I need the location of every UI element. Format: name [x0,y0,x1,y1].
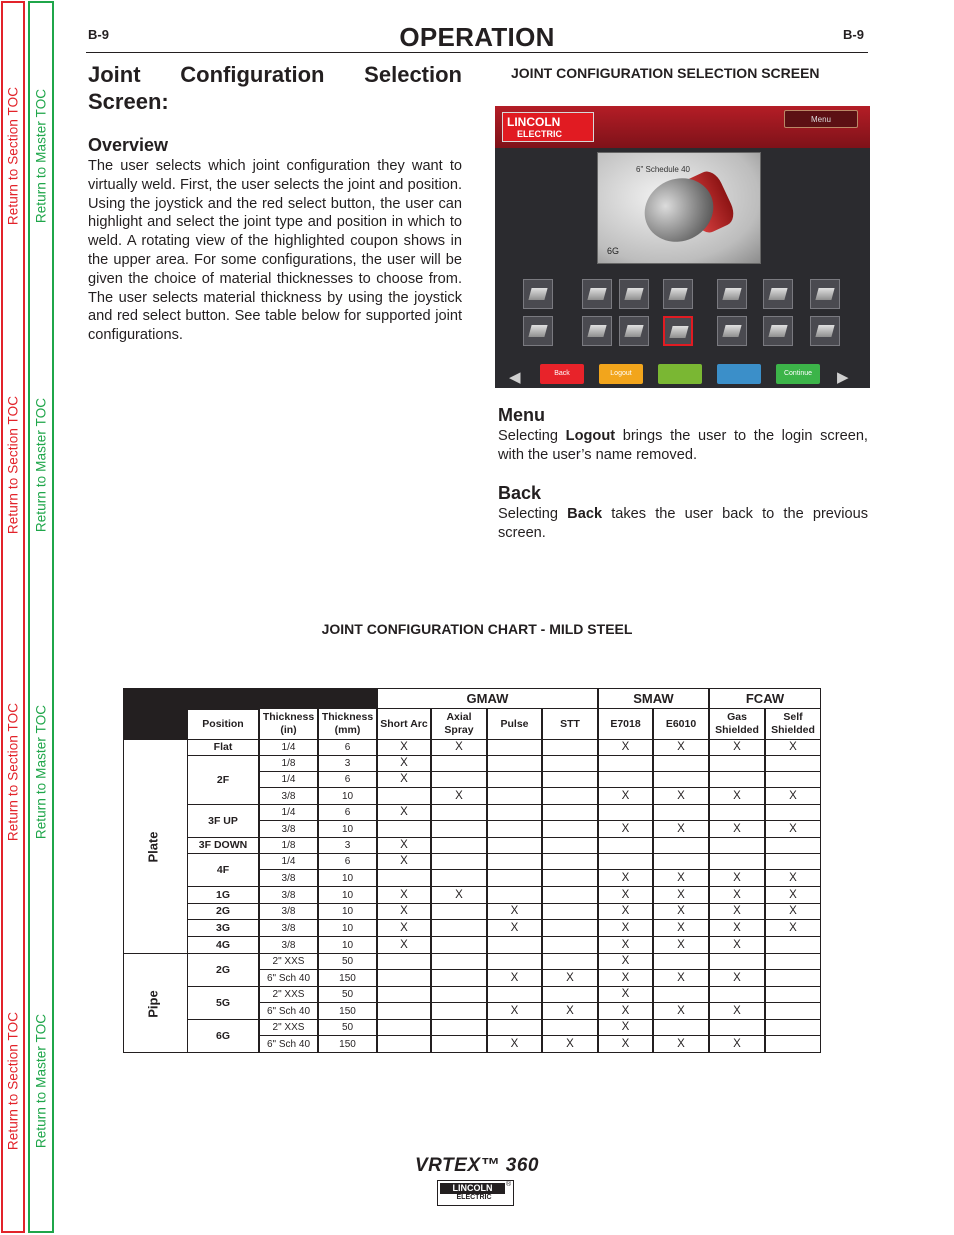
overview-heading: Overview [88,135,169,155]
process-mark [431,920,487,937]
process-mark: X [653,887,709,904]
process-mark [487,740,542,756]
process-mark [542,937,598,954]
group-header: FCAW [709,688,821,709]
coupon-preview [597,152,761,264]
process-mark [709,805,765,821]
process-mark: X [487,904,542,920]
back-text-pre: Selecting [498,506,568,522]
process-mark: X [377,740,431,756]
position-label: 3G [187,920,259,937]
screen-color-button[interactable] [658,364,702,384]
joint-thumbnail[interactable] [663,279,693,309]
section-toc-link[interactable]: Return to Section TOC [5,395,21,535]
process-mark: X [598,870,653,887]
screen-color-button[interactable]: Continue [776,364,820,384]
process-mark: X [653,937,709,954]
column-header: E7018 [598,709,653,740]
process-mark: X [653,970,709,987]
lincoln-logo [502,112,594,142]
process-mark: X [377,772,431,788]
process-mark: X [598,970,653,987]
thickness-in: 6" Sch 40 [259,1036,318,1053]
process-mark [431,1036,487,1053]
thickness-mm: 10 [318,920,377,937]
process-mark: X [709,904,765,920]
column-header: Self Shielded [765,709,821,740]
joint-thumbnail[interactable] [582,279,612,309]
position-label: 1G [187,887,259,904]
thickness-mm: 50 [318,987,377,1003]
process-mark: X [765,870,821,887]
master-toc-link[interactable]: Return to Master TOC [33,1013,49,1149]
column-header: Axial Spray [431,709,487,740]
position-label: 2F [187,756,259,805]
process-mark: X [765,904,821,920]
process-mark [431,904,487,920]
right-arrow-icon[interactable]: ▶ [837,369,849,386]
joint-thumbnail[interactable] [619,316,649,346]
menu-heading: Menu [498,405,545,425]
screen-color-button[interactable]: Back [540,364,584,384]
process-mark [542,854,598,870]
process-mark [598,805,653,821]
thickness-in: 1/4 [259,854,318,870]
process-mark: X [377,887,431,904]
process-mark: X [598,821,653,838]
process-mark [377,987,431,1003]
process-mark: X [431,740,487,756]
process-mark: X [598,987,653,1003]
master-toc-link[interactable]: Return to Master TOC [33,704,49,840]
overview-text: The user selects which joint configuration they want to virtually weld. First, the user selects the joint and position. Using the joystick and the red select button, the user can highlight and select the joint type and position in which to weld. A rotating view of the highlighted coupon shows in the upper area. For some configurations, the user will be given the choice of material thicknesses to choose from. The user selects material thickness by using the joystick and red select button. See table below for supported joint configurations. [88,158,462,344]
process-mark [653,987,709,1003]
process-mark: X [709,740,765,756]
coupon-preview-label: 6" Schedule 40 [636,165,690,174]
process-mark [431,838,487,854]
header-divider [86,52,868,53]
process-mark [542,788,598,805]
process-mark: X [377,838,431,854]
process-mark: X [653,788,709,805]
process-mark [431,772,487,788]
process-mark [431,1003,487,1020]
process-mark [598,772,653,788]
process-mark [765,756,821,772]
menu-text-post: brings the user to the login screen, with the user’s name removed. [498,428,868,463]
process-mark [487,954,542,970]
position-label: Flat [187,740,259,756]
process-mark [487,937,542,954]
thickness-in: 6" Sch 40 [259,970,318,987]
joint-thumbnail[interactable] [763,316,793,346]
process-mark [487,854,542,870]
process-mark: X [431,887,487,904]
process-mark [765,1036,821,1053]
process-mark: X [377,854,431,870]
process-mark [542,805,598,821]
process-mark [542,756,598,772]
process-mark: X [487,1003,542,1020]
page-title: OPERATION [399,22,555,52]
category-divider [123,953,187,954]
thickness-mm: 10 [318,887,377,904]
process-mark: X [765,740,821,756]
process-mark [487,772,542,788]
process-mark [487,987,542,1003]
master-toc-link[interactable]: Return to Master TOC [33,88,49,224]
joint-configuration-table [123,688,821,1054]
thickness-mm: 6 [318,854,377,870]
process-mark: X [653,1003,709,1020]
joint-thumbnail[interactable] [810,279,840,309]
process-mark: X [598,904,653,920]
process-mark [653,772,709,788]
thickness-in: 1/4 [259,805,318,821]
process-mark: X [765,788,821,805]
process-mark [487,838,542,854]
position-label: 3F UP [187,805,259,838]
process-mark: X [653,1036,709,1053]
process-mark [709,987,765,1003]
process-mark: X [653,740,709,756]
process-mark [542,954,598,970]
thickness-in: 1/8 [259,838,318,854]
process-mark [377,788,431,805]
process-mark [598,838,653,854]
process-mark: X [377,805,431,821]
screen-menu-button[interactable]: Menu [784,110,858,128]
process-mark [431,756,487,772]
chart-title: JOINT CONFIGURATION CHART - MILD STEEL [321,621,633,637]
column-header: Pulse [487,709,542,740]
position-label: 5G [187,987,259,1020]
process-mark [431,987,487,1003]
process-mark: X [487,920,542,937]
table-header-blank [123,709,187,740]
process-mark [487,887,542,904]
process-mark: X [709,937,765,954]
back-text-post: takes the user back to the previous screen. [498,506,868,541]
thickness-in: 3/8 [259,887,318,904]
thickness-mm: 50 [318,954,377,970]
process-mark: X [653,904,709,920]
left-arrow-icon[interactable]: ◀ [509,369,521,386]
thickness-mm: 150 [318,1036,377,1053]
thickness-in: 3/8 [259,904,318,920]
process-mark [487,805,542,821]
column-header: Thickness (mm) [318,709,377,740]
thickness-in: 6" Sch 40 [259,1003,318,1020]
thickness-mm: 10 [318,937,377,954]
process-mark [765,838,821,854]
process-mark [487,870,542,887]
column-header: E6010 [653,709,709,740]
joint-thumbnail[interactable] [810,316,840,346]
thickness-mm: 3 [318,838,377,854]
group-header: GMAW [377,688,598,709]
joint-thumbnail[interactable] [763,279,793,309]
process-mark: X [598,937,653,954]
process-mark [487,788,542,805]
thickness-mm: 6 [318,772,377,788]
thickness-in: 3/8 [259,870,318,887]
joint-thumbnail[interactable] [663,316,693,346]
process-mark [377,970,431,987]
process-mark [542,772,598,788]
thickness-in: 2" XXS [259,1020,318,1036]
process-mark: X [709,1036,765,1053]
thickness-in: 2" XXS [259,954,318,970]
process-mark: X [377,920,431,937]
process-mark [765,970,821,987]
process-mark [431,821,487,838]
process-mark [598,756,653,772]
section-toc-link[interactable]: Return to Section TOC [5,1011,21,1151]
process-mark [377,954,431,970]
process-mark: X [709,887,765,904]
process-mark: X [598,1003,653,1020]
process-mark: X [709,970,765,987]
process-mark: X [765,821,821,838]
column-header: Gas Shielded [709,709,765,740]
menu-text [498,427,868,465]
thickness-mm: 150 [318,970,377,987]
column-header: Thickness (in) [259,709,318,740]
process-mark [598,854,653,870]
process-mark [431,1020,487,1036]
back-heading: Back [498,483,542,503]
back-text [498,505,868,543]
process-mark [709,772,765,788]
master-toc-bar [28,1,54,1233]
column-header: Short Arc [377,709,431,740]
joint-thumbnail[interactable] [582,316,612,346]
process-mark: X [377,904,431,920]
process-mark [653,1020,709,1036]
logo-line1: LINCOLN [507,115,561,129]
process-mark [653,854,709,870]
process-mark: X [598,1020,653,1036]
process-mark [653,838,709,854]
process-mark: X [598,920,653,937]
thickness-mm: 10 [318,904,377,920]
category-label: Plate [145,831,161,863]
process-mark [765,805,821,821]
thickness-mm: 3 [318,756,377,772]
process-mark [487,756,542,772]
process-mark [709,854,765,870]
process-mark [765,1003,821,1020]
thickness-mm: 6 [318,740,377,756]
position-label: 3F DOWN [187,838,259,854]
process-mark: X [653,920,709,937]
menu-text-pre: Selecting [498,428,566,444]
process-mark [542,1020,598,1036]
process-mark [765,1020,821,1036]
page-number-right: B-9 [843,27,864,42]
process-mark [542,987,598,1003]
section-toc-bar [1,1,25,1233]
thickness-in: 1/4 [259,740,318,756]
thickness-mm: 150 [318,1003,377,1020]
joint-thumbnail[interactable] [523,279,553,309]
thickness-in: 1/8 [259,756,318,772]
process-mark [709,756,765,772]
process-mark [765,987,821,1003]
position-label: 6G [187,1020,259,1053]
process-mark [653,756,709,772]
thickness-in: 3/8 [259,920,318,937]
process-mark [542,838,598,854]
process-mark [377,1036,431,1053]
logo-line2: ELECTRIC [517,129,562,139]
process-mark: X [653,821,709,838]
process-mark [709,954,765,970]
product-name: VRTEX™ 360 [415,1155,539,1176]
process-mark: X [487,1036,542,1053]
process-mark: X [709,1003,765,1020]
process-mark: X [598,954,653,970]
process-mark [542,904,598,920]
process-mark [431,870,487,887]
process-mark [431,854,487,870]
process-mark [431,805,487,821]
process-mark: X [709,821,765,838]
joint-thumbnail[interactable] [717,279,747,309]
joint-thumbnail[interactable] [619,279,649,309]
process-mark: X [709,788,765,805]
process-mark [542,920,598,937]
section-toc-link[interactable]: Return to Section TOC [5,702,21,842]
thickness-in: 3/8 [259,788,318,805]
thickness-mm: 10 [318,821,377,838]
thickness-mm: 10 [318,788,377,805]
process-mark: X [709,870,765,887]
thickness-in: 2" XXS [259,987,318,1003]
process-mark: X [542,970,598,987]
thickness-mm: 10 [318,870,377,887]
process-mark: X [377,756,431,772]
process-mark: X [598,887,653,904]
group-header: SMAW [598,688,709,709]
footer-logo-bottom: ELECTRIC [456,1194,492,1201]
position-label: 4F [187,854,259,887]
process-mark: X [542,1036,598,1053]
position-label: 2G [187,904,259,920]
process-mark: X [377,937,431,954]
process-mark [377,1003,431,1020]
position-label: 4G [187,937,259,954]
back-text-bold: Back [567,506,603,522]
footer-logo-top: LINCOLN [440,1183,505,1194]
menu-text-bold: Logout [565,428,616,444]
footer-lincoln-logo [437,1180,514,1206]
coupon-position-label: 6G [607,246,620,256]
process-mark [431,937,487,954]
process-mark: X [653,870,709,887]
thickness-in: 1/4 [259,772,318,788]
process-mark: X [598,788,653,805]
process-mark [542,740,598,756]
process-mark [765,854,821,870]
joint-thumbnail[interactable] [523,316,553,346]
column-header: Position [187,709,259,740]
process-mark [765,772,821,788]
process-mark [542,887,598,904]
process-mark: X [598,1036,653,1053]
process-mark: X [542,1003,598,1020]
registered-icon: ® [506,1181,512,1188]
thickness-in: 3/8 [259,937,318,954]
process-mark [653,954,709,970]
table-header-blank [123,688,377,709]
process-mark [765,937,821,954]
process-mark: X [487,970,542,987]
joint-selection-screenshot [495,106,870,388]
page-number-left: B-9 [88,27,109,42]
process-mark [377,821,431,838]
process-mark [709,838,765,854]
section-toc-link[interactable]: Return to Section TOC [5,86,21,226]
process-mark [487,1020,542,1036]
process-mark: X [431,788,487,805]
process-mark [542,821,598,838]
section-title: Joint Configuration Selection Screen: [88,62,462,114]
screen-color-button[interactable] [717,364,761,384]
screen-color-button[interactable]: Logout [599,364,643,384]
position-label: 2G [187,954,259,987]
thickness-in: 3/8 [259,821,318,838]
process-mark [431,954,487,970]
screen-caption: JOINT CONFIGURATION SELECTION SCREEN [511,65,820,81]
process-mark: X [765,887,821,904]
process-mark: X [765,920,821,937]
column-header: STT [542,709,598,740]
process-mark [653,805,709,821]
master-toc-link[interactable]: Return to Master TOC [33,397,49,533]
process-mark [487,821,542,838]
process-mark [377,1020,431,1036]
process-mark: X [709,920,765,937]
thickness-mm: 50 [318,1020,377,1036]
category-label: Pipe [145,989,161,1018]
process-mark [431,970,487,987]
process-mark [709,1020,765,1036]
thickness-mm: 6 [318,805,377,821]
process-mark [542,870,598,887]
process-mark [377,870,431,887]
joint-thumbnail[interactable] [717,316,747,346]
process-mark [765,954,821,970]
process-mark: X [598,740,653,756]
